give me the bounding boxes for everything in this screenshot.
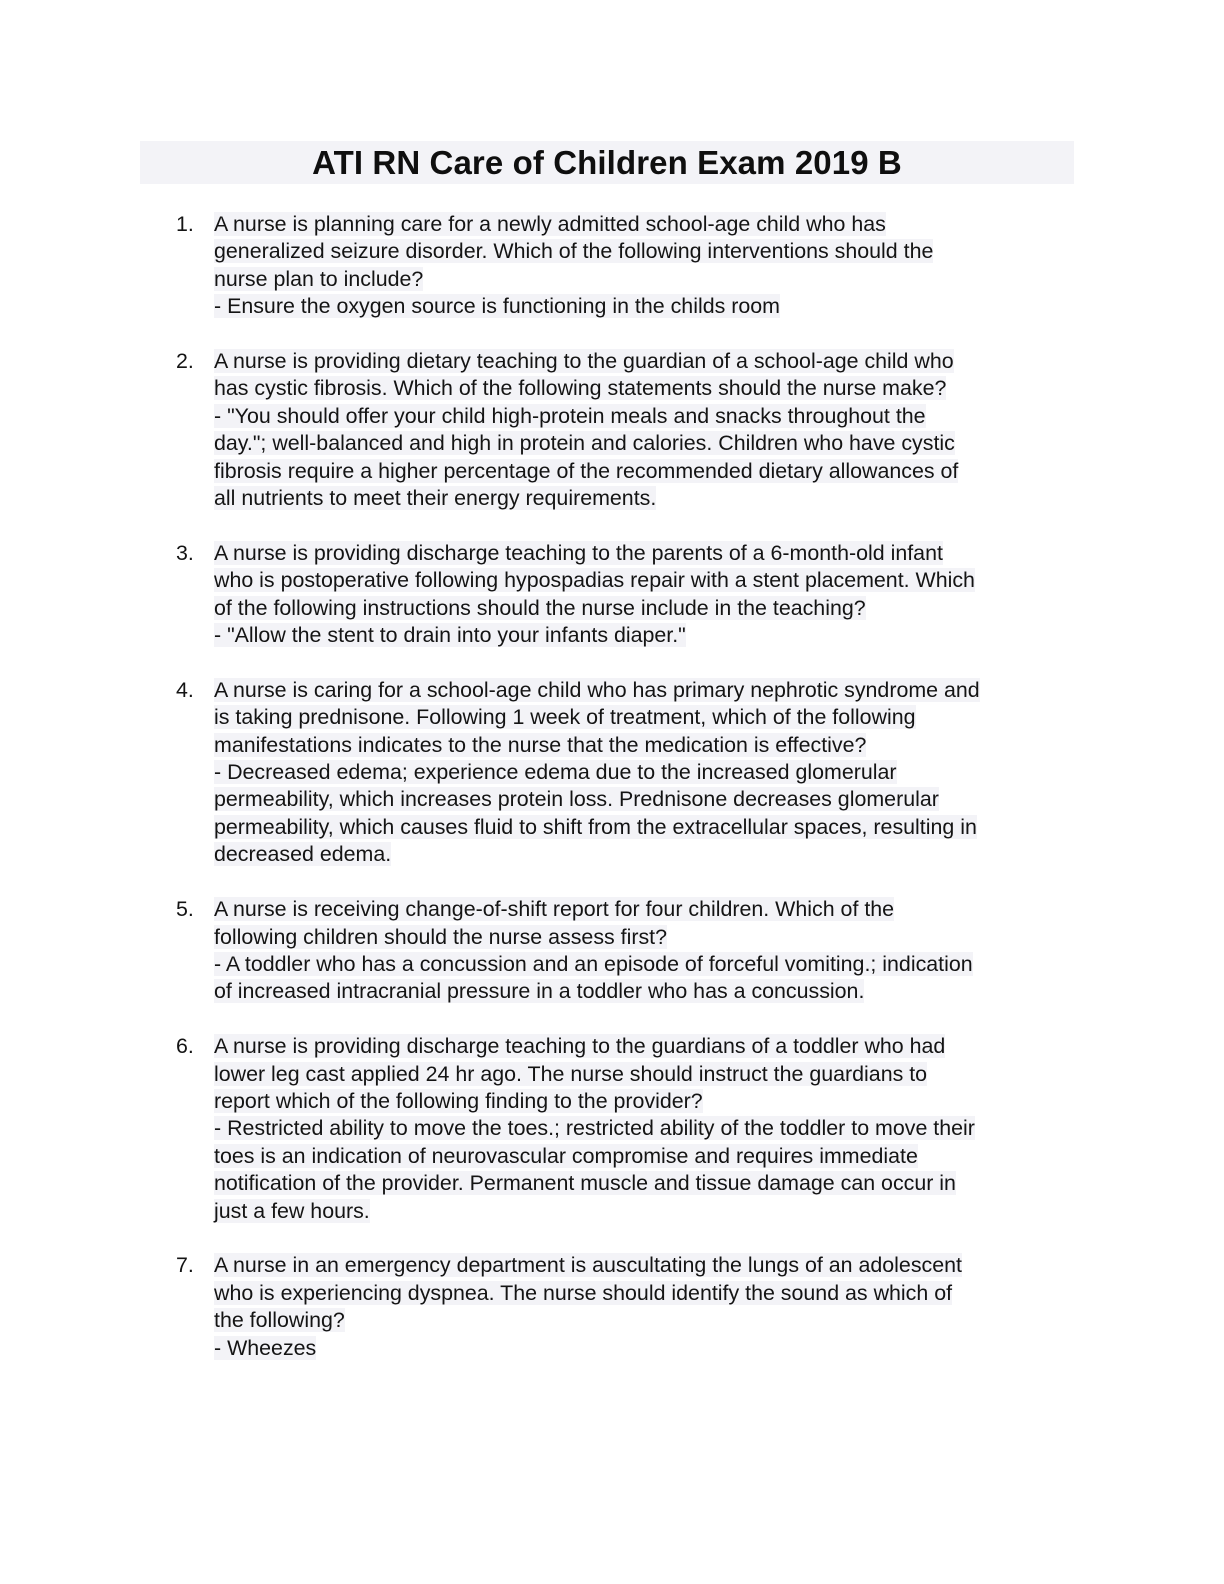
question-body	[214, 1033, 1076, 1225]
question-number: 3.	[176, 540, 194, 565]
question-text-highlight: A nurse is providing discharge teaching to the guardians of a toddler who had lower leg cast applied 24 hr ago. The nurse should instruct the guardians to report which of the following finding to the provider?	[214, 1034, 946, 1113]
answer-text-highlight: - Restricted ability to move the toes.; restricted ability of the toddler to move their toes is an indication of neurovascular compromise and requires immediate notification of the provider. Permanent muscle and tissue damage can occur in just a few hours.	[214, 1116, 975, 1223]
question-text-highlight: A nurse is caring for a school-age child who has primary nephrotic syndrome and is taking prednisone. Following 1 week of treatment, which of the following manifestations indicates to the nurse that the medication is effective?	[214, 677, 980, 757]
answer-text	[214, 759, 1076, 869]
question-text-highlight: A nurse in an emergency department is auscultating the lungs of an adolescent who is experiencing dyspnea. The nurse should identify the sound as which of the following?	[214, 1253, 962, 1333]
question-text	[214, 540, 1076, 622]
question-text	[214, 896, 1076, 951]
question-item-2	[176, 348, 1076, 512]
question-item-5	[176, 896, 1076, 1006]
answer-text-highlight: - "Allow the stent to drain into your infants diaper."	[214, 623, 686, 648]
answer-text	[214, 403, 1076, 513]
question-number: 1.	[176, 212, 194, 236]
question-item-6	[176, 1033, 1076, 1225]
question-text-highlight: A nurse is providing discharge teaching to the parents of a 6-month-old infant who is postoperative following hypospadias repair with a stent placement. Which of the following instructions should the nurse include in the teaching?	[214, 540, 975, 620]
question-text	[214, 348, 1076, 403]
question-text-highlight: A nurse is providing dietary teaching to the guardian of a school-age child who has cystic fibrosis. Which of the following statements should the nurse make?	[214, 349, 954, 401]
question-body	[214, 211, 1076, 321]
question-text-highlight: A nurse is receiving change-of-shift report for four children. Which of the following children should the nurse assess first?	[214, 897, 895, 949]
question-text	[214, 1252, 1076, 1334]
question-body	[214, 896, 1076, 1006]
question-body	[214, 540, 1076, 650]
question-number: 5.	[176, 897, 194, 922]
answer-text	[214, 293, 1076, 320]
answer-text-highlight: - Decreased edema; experience edema due to the increased glomerular permeability, which increases protein loss. Prednisone decreases glomerular permeability, which causes fluid to shift from the extracellular spaces, resulting in decreased edema.	[214, 760, 977, 867]
answer-text-highlight: - Wheezes	[214, 1335, 317, 1360]
question-text	[214, 1033, 1076, 1115]
question-number: 7.	[176, 1253, 194, 1278]
question-item-7	[176, 1252, 1076, 1362]
question-body	[214, 1252, 1076, 1362]
question-text-highlight: A nurse is planning care for a newly admitted school-age child who has generalized seizure disorder. Which of the following interventions should the nurse plan to include?	[214, 212, 934, 291]
answer-text-highlight: - "You should offer your child high-protein meals and snacks throughout the day."; well-balanced and high in protein and calories. Children who have cystic fibrosis require a higher percentage of the recommended dietary allowances of all nutrients to meet their energy requirements.	[214, 403, 959, 511]
question-list	[176, 211, 1076, 1362]
answer-text-highlight: - A toddler who has a concussion and an episode of forceful vomiting.; indication of increased intracranial pressure in a toddler who has a concussion.	[214, 951, 973, 1004]
answer-text	[214, 951, 1076, 1006]
question-body	[214, 677, 1076, 869]
answer-text-highlight: - Ensure the oxygen source is functioning in the childs room	[214, 294, 780, 319]
question-number: 2.	[176, 349, 194, 374]
answer-text	[214, 622, 1076, 649]
question-item-3	[176, 540, 1076, 650]
question-body	[214, 348, 1076, 512]
question-text	[214, 211, 1076, 293]
answer-text	[214, 1115, 1076, 1225]
question-number: 4.	[176, 677, 194, 702]
question-number: 6.	[176, 1034, 194, 1059]
question-text	[214, 677, 1076, 759]
answer-text	[214, 1335, 1076, 1362]
question-item-1	[176, 211, 1076, 321]
question-item-4	[176, 677, 1076, 869]
document-title: ATI RN Care of Children Exam 2019 B	[312, 144, 902, 181]
